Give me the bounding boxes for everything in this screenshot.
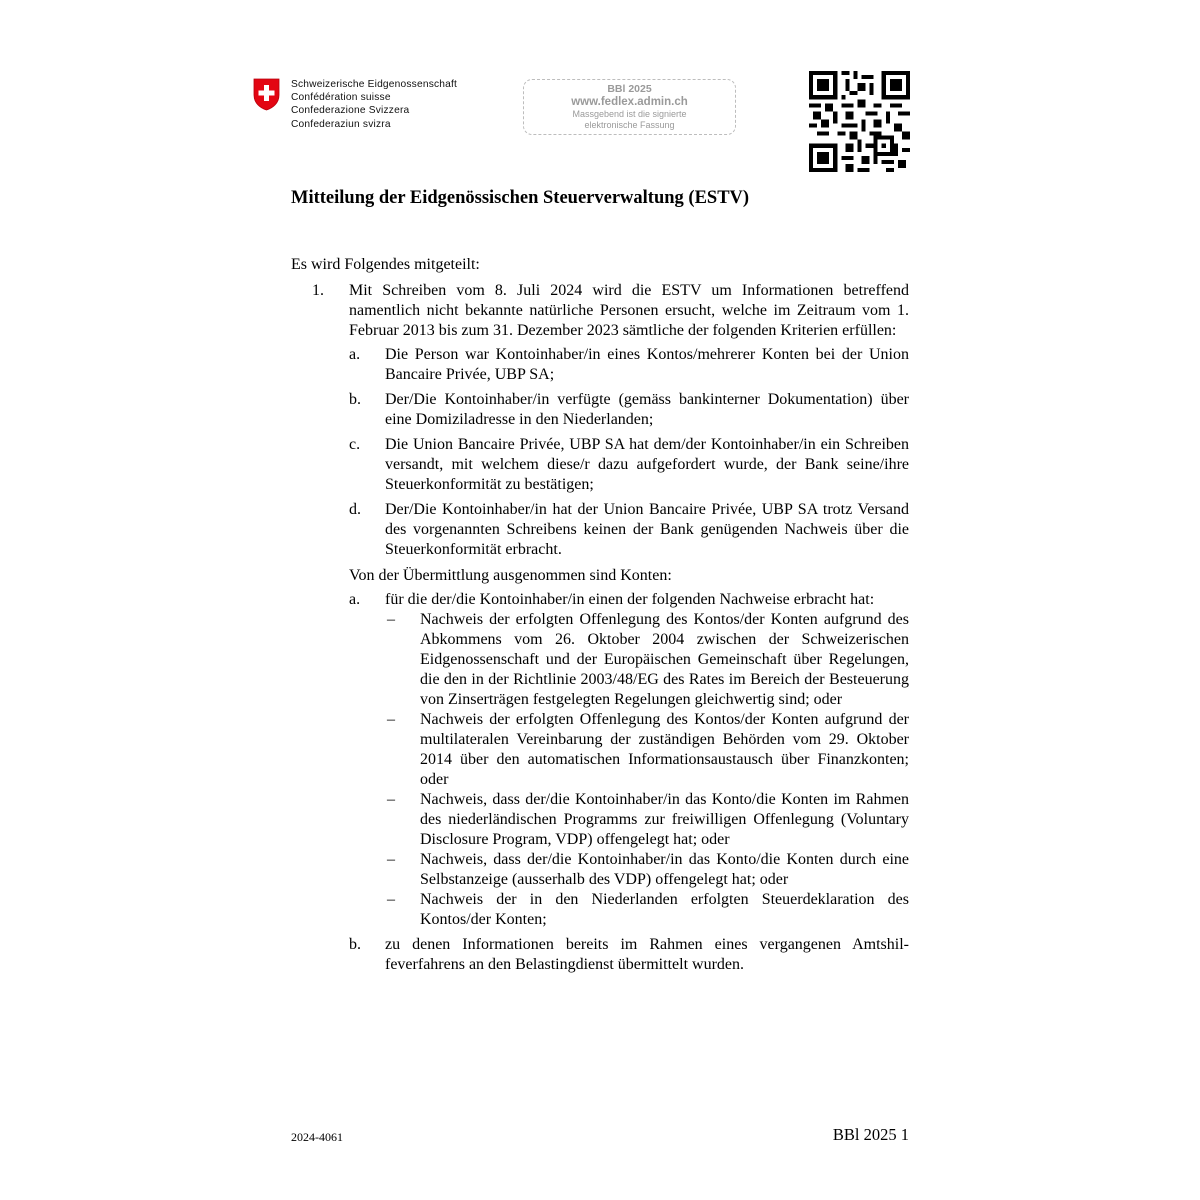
- document-reference: 2024-4061: [291, 1130, 343, 1144]
- item-number: 1.: [312, 282, 324, 299]
- qr-code-icon: [809, 71, 910, 172]
- criterion-c: [349, 435, 909, 495]
- item-1: [291, 281, 909, 341]
- criterion-letter: d.: [349, 501, 361, 518]
- confederation-names: [291, 78, 457, 131]
- confederation-name-de: Schweizerische Eidgenossenschaft: [291, 79, 458, 90]
- exclusion-letter: b.: [349, 936, 361, 953]
- dash-symbol: –: [387, 891, 395, 908]
- intro-text: Es wird Folgendes mitgeteilt:: [291, 256, 480, 273]
- criterion-b: [349, 390, 909, 430]
- criterion-letter: a.: [349, 346, 361, 363]
- dash-text: Nachweis, dass der/die Kontoinhaber/in das Konto/die Konten im Rahmen des niederländischen Programms zur freiwilligen Offenlegung (Voluntary Disclosure Program, VDP) offengelegt hat; oder: [420, 791, 909, 848]
- dash-item: [385, 890, 909, 930]
- dash-symbol: –: [387, 791, 395, 808]
- criterion-letter: c.: [349, 436, 361, 453]
- swiss-cross-icon: [253, 78, 280, 111]
- criterion-text: Die Person war Kontoinhaber/in eines Kontos/mehrerer Konten bei der Union Bancaire Privée, UBP SA;: [385, 346, 909, 383]
- criterion-letter: b.: [349, 391, 361, 408]
- dash-symbol: –: [387, 711, 395, 728]
- confederation-name-it: Confederazione Svizzera: [291, 105, 410, 117]
- confederation-name-fr: Confédération suisse: [291, 92, 391, 104]
- item-1-text: Mit Schreiben vom 8. Juli 2024 wird die ESTV um Informationen betreffend namentlich nicht bekannte natürliche Personen ersucht, welche im Zeitraum vom 1. Februar 2013 bis zum 31. Dezember 2023 sämtliche der folgenden Kriterien erfüllen:: [349, 282, 909, 339]
- publication-stamp: [523, 79, 736, 135]
- exclusions-intro: Von der Übermittlung ausgenommen sind Konten:: [349, 567, 672, 584]
- dash-text: Nachweis der in den Niederlanden erfolgten Steuerdeklaration des Kontos/der Konten;: [420, 891, 909, 928]
- criterion-text: Der/Die Kontoinhaber/in hat der Union Bancaire Privée, UBP SA trotz Versand des vorgenannten Schreibens keinen der Bank genügenden Nachweis über die Steuerkonformität erbracht.: [385, 501, 909, 558]
- stamp-note-1: Massgebend ist die signierte: [572, 109, 687, 119]
- document-body: [291, 255, 909, 975]
- dash-item: [385, 710, 909, 790]
- exclusion-a: [349, 590, 909, 930]
- stamp-bbl: BBl 2025: [607, 83, 652, 95]
- criterion-text: Die Union Bancaire Privée, UBP SA hat dem/der Kontoinhaber/in ein Schreiben versandt, mit welchem diese/r dazu aufgefordert wurde, der Bank seine/ihre Steuerkonformität zu bestätigen;: [385, 436, 909, 493]
- dash-text: Nachweis der erfolgten Offenlegung des Kontos/der Konten aufgrund des Abkommens vom 26. Oktober 2004 zwischen der Schweizerischen Eidgenossenschaft und der Europäischen Gemeinschaft über Regelungen, die den in der Richtlinie 2003/48/EG des Rates im Bereich der Besteuerung von Zinserträgen festgelegten Regelungen gleichwertig sind; oder: [420, 611, 909, 708]
- stamp-url[interactable]: www.fedlex.admin.ch: [571, 96, 688, 108]
- dash-item: [385, 790, 909, 850]
- criterion-a: [349, 345, 909, 385]
- criterion-text: Der/Die Kontoinhaber/in verfügte (gemäss bankinterner Dokumentation) über eine Domiziladresse in den Niederlanden;: [385, 391, 909, 428]
- document-title: Mitteilung der Eidgenössischen Steuerverwaltung (ESTV): [291, 188, 750, 208]
- dash-item: [385, 850, 909, 890]
- stamp-note-2: elektronische Fassung: [584, 120, 675, 130]
- dash-text: Nachweis, dass der/die Kontoinhaber/in das Konto/die Konten durch eine Selbstanzeige (ausserhalb des VDP) offengelegt hat; oder: [420, 851, 909, 888]
- exclusion-text: zu denen Informationen bereits im Rahmen eines vergangenen Amtshilfeverfahrens an den Belastingdienst übermittelt wurden.: [385, 936, 909, 973]
- page-reference: BBl 2025 1: [832, 1125, 909, 1144]
- dash-text: Nachweis der erfolgten Offenlegung des Kontos/der Konten aufgrund der multilateralen Vereinbarung der zuständigen Behörden vom 29. Oktober 2014 über den automatischen Informationsaustausch über Finanzkonten; oder: [420, 711, 909, 788]
- dash-symbol: –: [387, 611, 395, 628]
- exclusion-b: [349, 935, 909, 975]
- dash-item: [385, 610, 909, 710]
- criterion-d: [349, 500, 909, 560]
- exclusion-text: für die der/die Kontoinhaber/in einen der folgenden Nachweise erbracht hat:: [385, 591, 875, 608]
- dash-symbol: –: [387, 851, 395, 868]
- confederation-name-rm: Confederaziun svizra: [291, 118, 391, 130]
- exclusion-letter: a.: [349, 591, 361, 608]
